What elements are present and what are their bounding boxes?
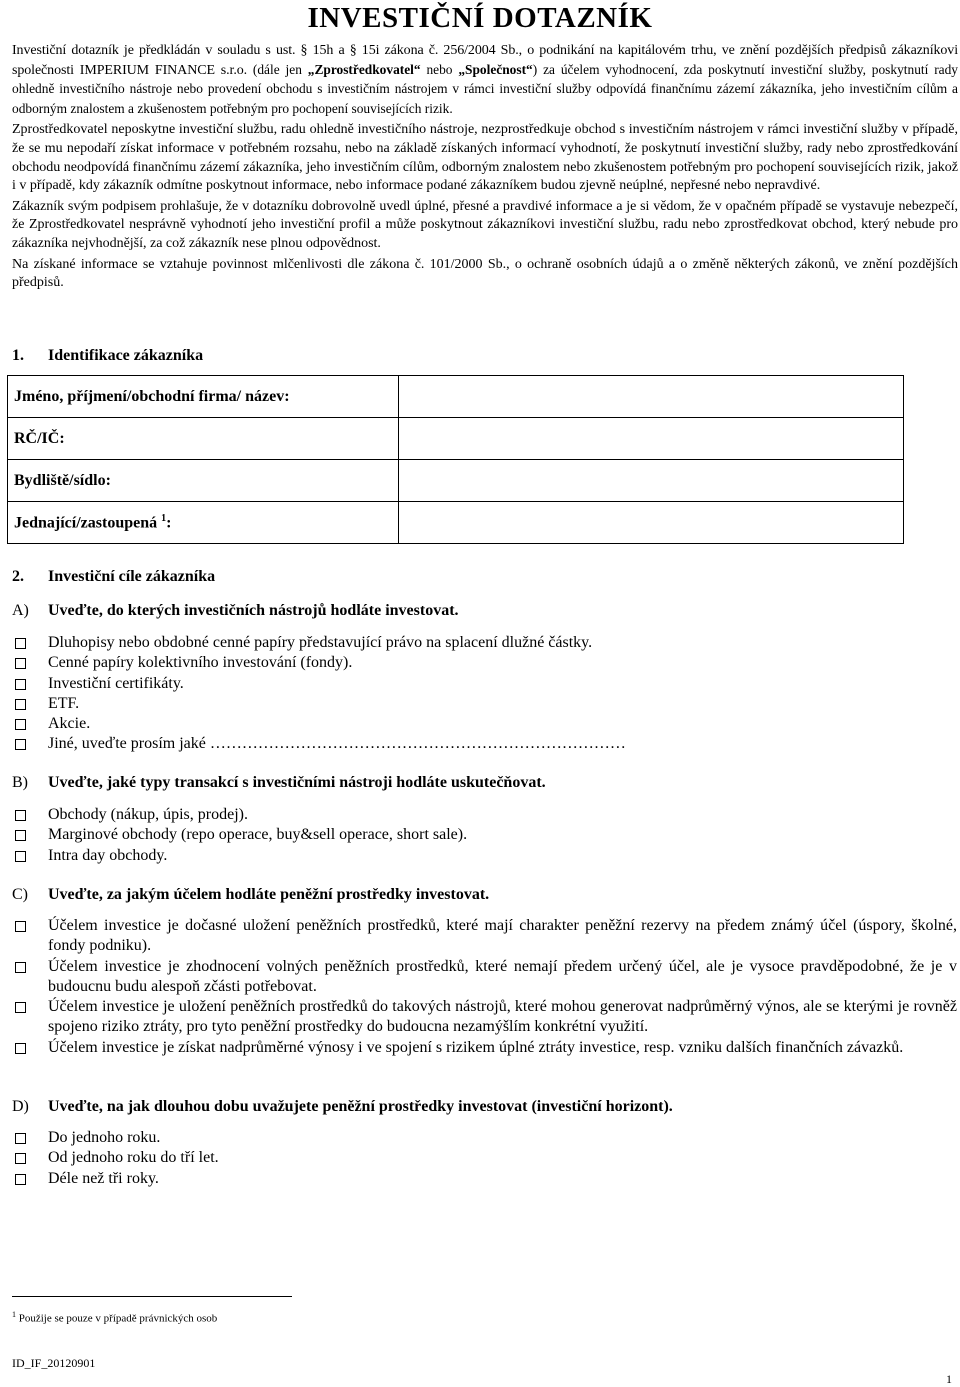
checkbox-icon[interactable] xyxy=(15,699,26,710)
option-label: Investiční certifikáty. xyxy=(48,674,184,692)
document-code: ID_IF_20120901 xyxy=(12,1356,96,1370)
option-label: Marginové obchody (repo operace, buy&sell operace, short sale). xyxy=(48,826,468,844)
representative-label-colon: : xyxy=(166,514,172,532)
checkbox-icon[interactable] xyxy=(15,830,26,841)
checkbox-icon[interactable] xyxy=(15,719,26,730)
option-trades[interactable] xyxy=(12,805,957,825)
checkbox-icon[interactable] xyxy=(15,1153,26,1164)
checkbox-icon[interactable] xyxy=(15,810,26,821)
option-purpose-reserve[interactable] xyxy=(12,916,957,957)
footnote-separator xyxy=(12,1296,292,1297)
table-row xyxy=(8,502,904,544)
section-1-number: 1. xyxy=(12,347,24,364)
option-label: Účelem investice je zhodnocení volných peněžních prostředků, které nemají předem určený účel, ale je vysoce pravděpodobné, že je v budoucnu budu alespoň zčásti potřebovat. xyxy=(48,957,957,995)
question-c-letter: C) xyxy=(12,886,28,903)
option-certificates[interactable] xyxy=(12,674,957,694)
table-row xyxy=(8,376,904,418)
option-label: Dluhopisy nebo obdobné cenné papíry představující právo na splacení dlužné částky. xyxy=(48,634,593,651)
option-label: Akcie. xyxy=(48,715,91,733)
question-a-letter: A) xyxy=(12,602,29,619)
option-margin-trades[interactable] xyxy=(12,825,957,845)
option-shares[interactable] xyxy=(12,714,957,734)
name-label: Jméno, příjmení/obchodní firma/ název: xyxy=(8,376,399,418)
table-row xyxy=(8,460,904,502)
representative-field[interactable] xyxy=(399,502,904,544)
question-b-options xyxy=(12,805,957,866)
intro-p1-term-spolecnost: „Společnost“ xyxy=(458,61,533,77)
table-row xyxy=(8,418,904,460)
section-1-heading xyxy=(12,347,203,365)
option-intraday[interactable] xyxy=(12,846,957,866)
checkbox-icon[interactable] xyxy=(15,739,26,750)
question-c-options xyxy=(12,916,957,1058)
checkbox-icon[interactable] xyxy=(15,1002,26,1013)
checkbox-icon[interactable] xyxy=(15,851,26,862)
option-other[interactable] xyxy=(12,734,957,754)
option-label: Od jednoho roku do tří let. xyxy=(48,1149,219,1167)
option-label: ETF. xyxy=(48,694,80,712)
option-label: Účelem investice je uložení peněžních prostředků do takových nástrojů, které mohou generovat nadprůměrný výnos, ale se kterými je rovněž spojeno riziko ztráty, pro tyto peněžní prostředky do budoucna nezamýšlím konkrétní využití. xyxy=(48,998,957,1036)
question-a-text: Uveďte, do kterých investičních nástrojů hodláte investovat. xyxy=(48,602,459,619)
checkbox-icon[interactable] xyxy=(15,921,26,932)
checkbox-icon[interactable] xyxy=(15,1133,26,1144)
checkbox-icon[interactable] xyxy=(15,638,26,649)
id-number-field[interactable] xyxy=(399,418,904,460)
id-number-label: RČ/IČ: xyxy=(8,418,399,460)
representative-label-text: Jednající/zastoupená xyxy=(14,514,158,532)
question-b-text: Uveďte, jaké typy transakcí s investičními nástroji hodláte uskutečňovat. xyxy=(48,774,546,791)
checkbox-icon[interactable] xyxy=(15,658,26,669)
option-horizon-short[interactable] xyxy=(12,1128,957,1148)
intro-p1-or: nebo xyxy=(420,61,459,77)
checkbox-icon[interactable] xyxy=(15,962,26,973)
intro-paragraph-3: Zákazník svým podpisem prohlašuje, že v dotazníku dobrovolně uvedl úplné, přesné a pravdivé informace a je si vědom, že v opačném případě se vystavuje nebezpečí, že Zprostředkovatel nesprávně vyhodnotí jeho investiční profil a může poskytnout zákazníkovi investiční službu, radu nebo zprostředkovat obchod, který nebude pro zákazníka nejvhodnější, za což zákazník nese plnou odpovědnost. xyxy=(12,198,958,251)
section-2-number: 2. xyxy=(12,568,24,585)
checkbox-icon[interactable] xyxy=(15,679,26,690)
option-label: Jiné, uveďte prosím jaké …………………………………………………………………… xyxy=(48,735,626,753)
intro-paragraph-4: Na získané informace se vztahuje povinnost mlčenlivosti dle zákona č. 101/2000 Sb., o ochraně osobních údajů a o změně některých zákonů, ve znění pozdějších předpisů. xyxy=(12,256,958,291)
page-number: 1 xyxy=(946,1372,952,1386)
option-label: Déle než tři roky. xyxy=(48,1169,159,1187)
question-d-options xyxy=(12,1128,957,1189)
option-label: Cenné papíry kolektivního investování (fondy). xyxy=(48,654,353,672)
option-label: Obchody (nákup, úpis, prodej). xyxy=(48,806,248,823)
question-d xyxy=(12,1098,673,1116)
intro-text xyxy=(12,42,958,295)
question-c xyxy=(12,886,489,904)
document-title: INVESTIČNÍ DOTAZNÍK xyxy=(307,2,653,34)
customer-identification-table xyxy=(7,375,904,544)
intro-paragraph-1 xyxy=(12,42,958,119)
option-label: Účelem investice je dočasné uložení peněžních prostředků, které mají charakter peněžní rezervy na předem známý účel (úspory, školné, fondy podniku). xyxy=(48,917,957,955)
option-funds[interactable] xyxy=(12,653,957,673)
intro-paragraph-2: Zprostředkovatel neposkytne investiční službu, radu ohledně investičního nástroje, nezprostředkuje obchod s investičním nástrojem v rámci investiční služby v případě, že se mu nepodaří získat informace v potřebném rozsahu, nebo na základě získaných informací vyhodnotí, že poskytnutí investiční služby, rady nebo zprostředkování obchodu neodpovídá finančnímu zázemí zákazníka, jeho investičním cílům, odborným znalostem nebo zkušenostem potřebným pro pochopení souvisejících rizik, jakož i v případě, kdy zákazník odmítne poskytnout informace, nebo informace podané zákazníkem budou zjevně neúplné, nepřesné nebo nepravdivé. xyxy=(12,122,958,194)
address-field[interactable] xyxy=(399,460,904,502)
footnote-ref: 1 xyxy=(161,512,167,524)
name-field[interactable] xyxy=(399,376,904,418)
option-label: Intra day obchody. xyxy=(48,846,168,864)
question-a xyxy=(12,602,459,620)
option-purpose-above-average[interactable] xyxy=(12,997,957,1038)
option-purpose-appreciation[interactable] xyxy=(12,957,957,998)
question-c-text: Uveďte, za jakým účelem hodláte peněžní prostředky investovat. xyxy=(48,886,490,903)
option-label: Účelem investice je získat nadprůměrné výnosy i ve spojení s rizikem úplné ztráty investice, resp. vzniku dalších finančních závazků. xyxy=(48,1038,904,1056)
section-2-heading xyxy=(12,568,215,586)
question-b-letter: B) xyxy=(12,774,28,791)
footnote xyxy=(12,1310,217,1325)
footnote-mark: 1 xyxy=(12,1310,16,1319)
address-label: Bydliště/sídlo: xyxy=(8,460,399,502)
checkbox-icon[interactable] xyxy=(15,1174,26,1185)
intro-p1-defpre: (dále jen xyxy=(247,61,308,77)
option-label: Do jednoho roku. xyxy=(48,1129,161,1146)
option-horizon-long[interactable] xyxy=(12,1169,957,1189)
question-d-letter: D) xyxy=(12,1098,29,1115)
question-b xyxy=(12,774,546,792)
question-d-text: Uveďte, na jak dlouhou dobu uvažujete peněžní prostředky investovat (investiční horizont). xyxy=(48,1098,673,1115)
section-1-title: Identifikace zákazníka xyxy=(48,347,204,364)
intro-p1-rest: ) za účelem vyhodnocení, zda poskytnutí investiční služby, poskytnutí rady ohledně investičního nástroje nebo provedení obchodu s investičním nástrojem v rámci investiční služby odpovídá finančnímu zázemí zákazníka, jeho investičním cílům a odborným znalostem a zkušenostem potřebným pro pochopení souvisejících rizik. xyxy=(12,61,958,116)
intro-p1-lead: Investiční dotazník je předkládán v souladu s ust. § 15h a § 15i zákona č. 256/2004 Sb., o podnikání na kapitálovém trhu, ve znění pozdějších předpisů zákazníkovi společnosti IMPERIUM FINANCE s.r.o. xyxy=(12,43,958,78)
section-2-title: Investiční cíle zákazníka xyxy=(48,568,216,585)
option-bonds[interactable] xyxy=(12,633,957,653)
intro-p1-term-zprostredkovatel: „Zprostředkovatel“ xyxy=(307,61,421,77)
question-a-options xyxy=(12,633,957,755)
footnote-text: Použije se pouze v případě právnických osob xyxy=(18,1312,218,1325)
option-etf[interactable] xyxy=(12,694,957,714)
representative-label xyxy=(8,502,399,544)
option-horizon-medium[interactable] xyxy=(12,1148,957,1168)
checkbox-icon[interactable] xyxy=(15,1043,26,1054)
option-purpose-high-risk[interactable] xyxy=(12,1038,957,1058)
